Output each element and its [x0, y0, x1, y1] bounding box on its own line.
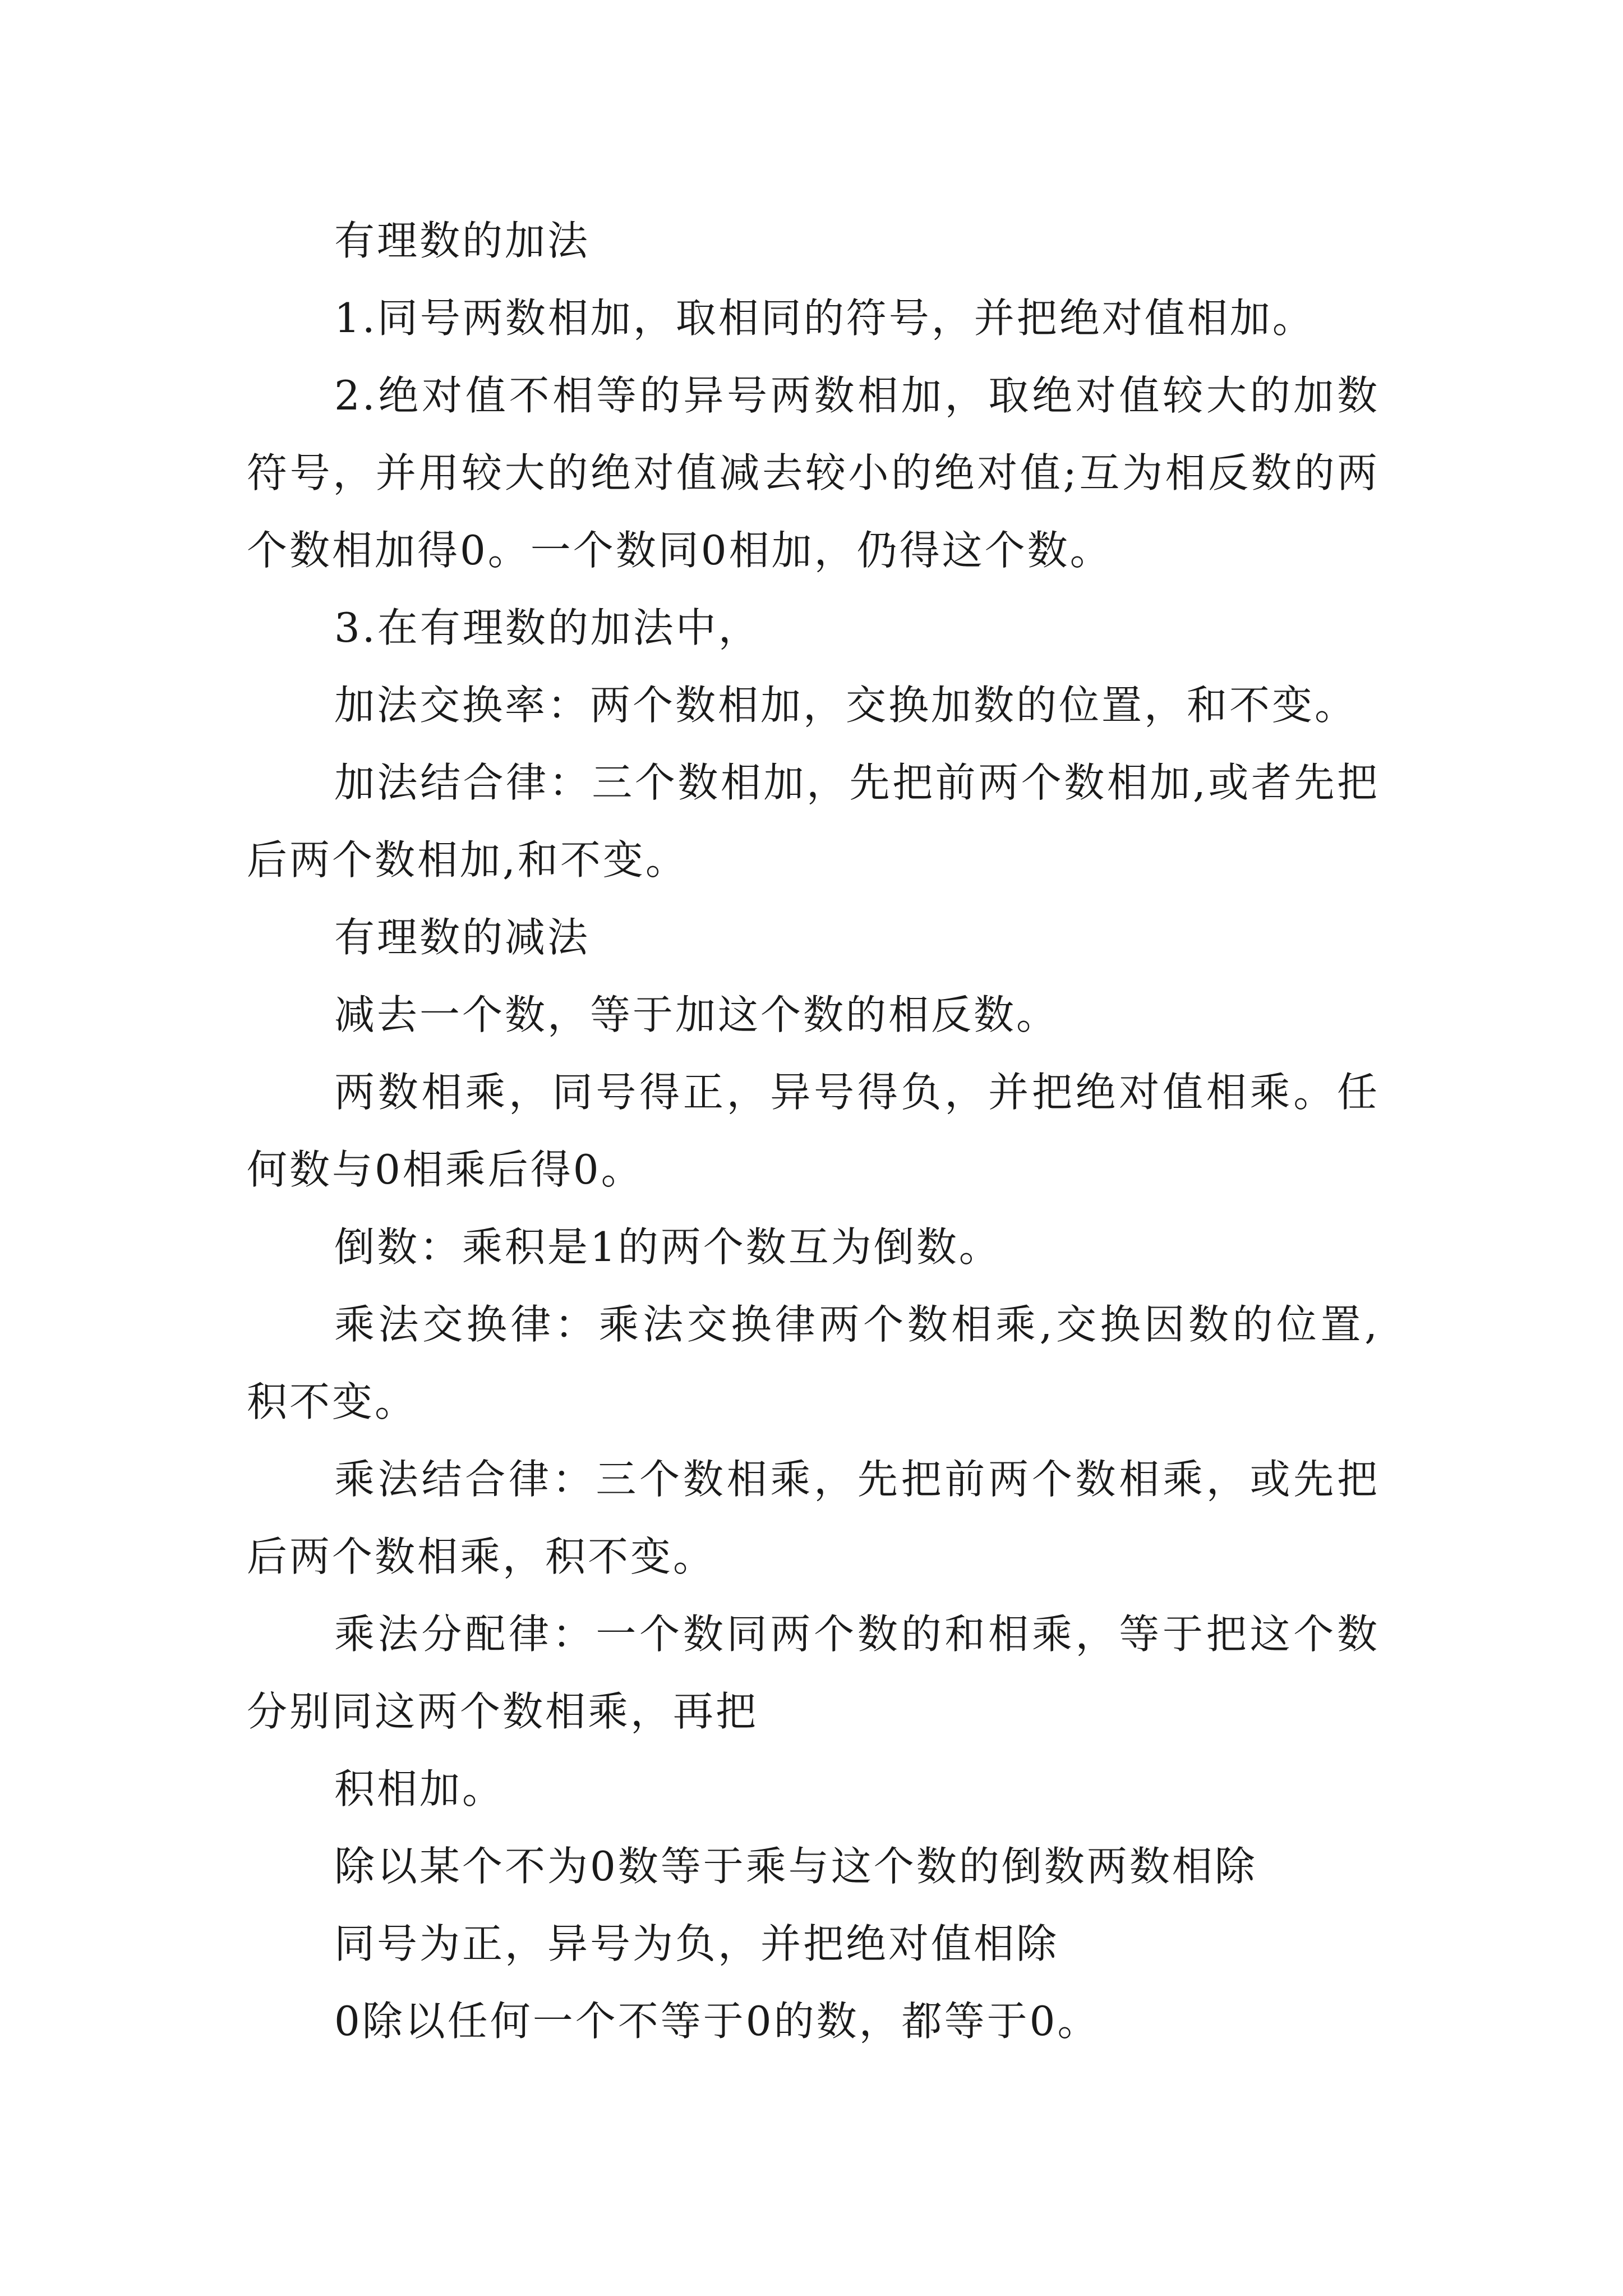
division-sign-rule: 同号为正，异号为负，并把绝对值相除	[334, 1920, 1059, 1967]
rule-3-intro: 3.在有理数的加法中，	[334, 604, 761, 651]
zero-division-rule: 0除以任何一个不等于0的数，都等于0。	[334, 1998, 1100, 2045]
document-body	[247, 202, 1380, 2060]
addition-commutative: 加法交换率：两个数相加，交换加数的位置，和不变。	[334, 682, 1358, 729]
multiplication-distributive: 乘法分配律：一个数同两个数的和相乘，等于把这个数分别同这两个数相乘，再把	[247, 1611, 1380, 1735]
rule-2-different-sign: 2.绝对值不相等的异号两数相加，取绝对值较大的加数符号，并用较大的绝对值减去较小的绝对值;互为相反数的两个数相加得0。一个数同0相加，仍得这个数。	[247, 372, 1380, 574]
distributive-continued: 积相加。	[334, 1765, 505, 1812]
division-rule: 除以某个不为0数等于乘与这个数的倒数两数相除	[334, 1843, 1257, 1890]
multiplication-associative: 乘法结合律：三个数相乘，先把前两个数相乘，或先把后两个数相乘，积不变。	[247, 1456, 1380, 1580]
subtraction-rule: 减去一个数，等于加这个数的相反数。	[334, 991, 1059, 1038]
multiplication-commutative: 乘法交换律：乘法交换律两个数相乘,交换因数的位置,积不变。	[247, 1301, 1380, 1425]
rule-1-same-sign: 1.同号两数相加，取相同的符号，并把绝对值相加。	[334, 295, 1315, 342]
multiplication-sign-rule: 两数相乘，同号得正，异号得负，并把绝对值相乘。任何数与0相乘后得0。	[247, 1069, 1380, 1193]
heading-subtraction: 有理数的减法	[334, 914, 591, 961]
heading-addition: 有理数的加法	[334, 217, 591, 264]
addition-associative: 加法结合律：三个数相加，先把前两个数相加,或者先把后两个数相加,和不变。	[247, 759, 1380, 884]
reciprocal-definition: 倒数：乘积是1的两个数互为倒数。	[334, 1223, 1002, 1271]
